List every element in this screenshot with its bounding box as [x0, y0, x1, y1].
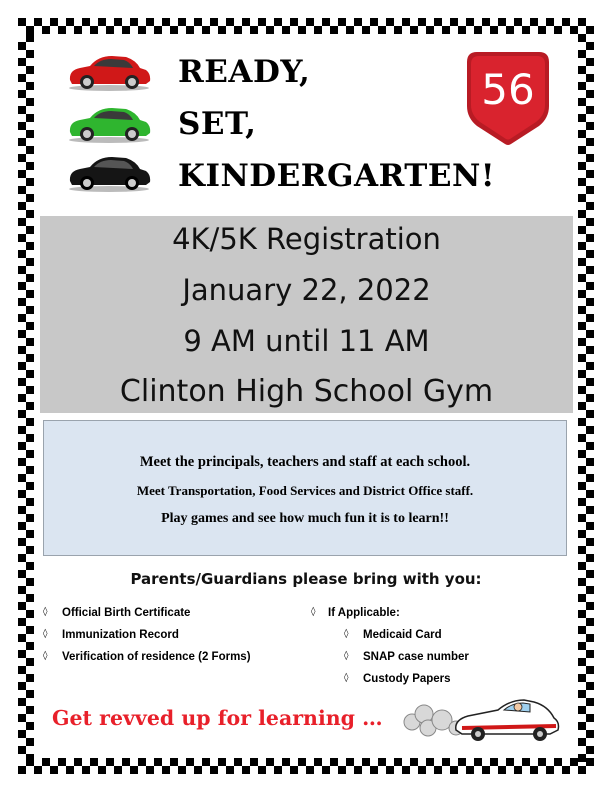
list-item: Custody Papers — [363, 673, 451, 685]
black-car-icon — [66, 153, 152, 193]
race-car-icon — [398, 692, 563, 744]
bullet-diamond-icon: ◊ — [344, 673, 349, 683]
event-location: Clinton High School Gym — [119, 374, 494, 409]
info-line-principals: Meet the principals, teachers and staff at each school. — [139, 454, 471, 470]
event-time: 9 AM until 11 AM — [183, 324, 430, 358]
badge-number: 56 — [481, 65, 535, 114]
bullet-diamond-icon: ◊ — [43, 651, 48, 661]
bullet-diamond-icon: ◊ — [43, 629, 48, 639]
event-details-band — [40, 216, 573, 413]
bullet-diamond-icon: ◊ — [43, 607, 48, 617]
if-applicable-heading: If Applicable: — [328, 607, 400, 619]
info-box — [43, 420, 567, 556]
event-title: 4K/5K Registration — [172, 222, 441, 256]
list-item: Verification of residence (2 Forms) — [62, 651, 251, 663]
list-item: SNAP case number — [363, 651, 469, 663]
list-item: Official Birth Certificate — [62, 607, 191, 619]
bullet-diamond-icon: ◊ — [311, 607, 316, 617]
tagline: Get revved up for learning … — [52, 706, 383, 730]
title-line-kindergarten: KINDERGARTEN! — [178, 158, 495, 194]
event-date: January 22, 2022 — [182, 273, 431, 307]
info-line-games: Play games and see how much fun it is to learn!! — [161, 511, 449, 526]
bring-heading: Parents/Guardians please bring with you: — [130, 570, 482, 588]
green-car-icon — [66, 104, 152, 144]
list-item: Immunization Record — [62, 629, 179, 641]
info-line-staff: Meet Transportation, Food Services and District Office staff. — [136, 483, 474, 498]
title-line-ready: READY, — [178, 54, 311, 90]
red-car-icon — [66, 52, 152, 92]
district-56-badge — [463, 48, 553, 148]
bullet-diamond-icon: ◊ — [344, 629, 349, 639]
title-line-set: SET, — [178, 106, 257, 142]
bullet-diamond-icon: ◊ — [344, 651, 349, 661]
list-item: Medicaid Card — [363, 629, 442, 641]
